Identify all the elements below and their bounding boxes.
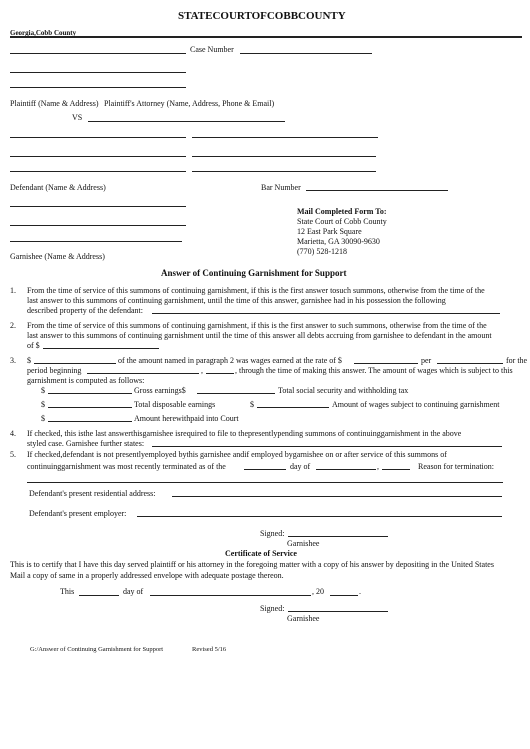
caption-line-2[interactable] — [10, 72, 186, 73]
certificate-title: Certificate of Service — [225, 549, 297, 558]
garnishee-signature-field-2[interactable] — [288, 611, 388, 612]
revised-date: Revised 5/16 — [192, 646, 227, 653]
garnishee-label: Garnishee (Name & Address) — [10, 252, 105, 261]
mail-to-line-4: (770) 528-1218 — [297, 247, 347, 256]
gross-earnings-label: Gross earnings$ — [134, 386, 186, 395]
attorney-line-2[interactable] — [192, 137, 378, 138]
caption-line-3[interactable] — [10, 87, 186, 88]
item-3-forthe: for the — [506, 356, 528, 365]
amount-paid-field[interactable] — [48, 421, 132, 422]
debt-amount-field[interactable] — [43, 348, 159, 349]
termination-day-field[interactable] — [244, 469, 286, 470]
per-period-field[interactable] — [437, 363, 503, 364]
gross-earnings-field[interactable] — [48, 393, 132, 394]
rate-field[interactable] — [354, 363, 418, 364]
garnishee-line-3[interactable] — [10, 241, 182, 242]
form-title: Answer of Continuing Garnishment for Support — [161, 268, 347, 278]
item-3-period-label: period beginning — [27, 366, 82, 375]
item-1-number: 1. — [10, 286, 16, 295]
garnishee-caption-2: Garnishee — [287, 614, 320, 623]
item-1-line-2: last answer to this summons of continuing garnishment, until the time of this answer, garnishee had in his possession the following — [27, 296, 446, 305]
case-number-label: Case Number — [190, 45, 234, 54]
employer-label: Defendant's present employer: — [29, 509, 127, 518]
further-states-field[interactable] — [152, 446, 502, 447]
item-2-line-2: last answer to this summons of continuing garnishment until the time of this answer all debts accruing from garnishee to defendant in the amount — [27, 331, 492, 340]
item-5-line-1: If checked,defendant is not presentlyemployed bythis garnishee andif employed bygarnishee on or after service of this summons of — [27, 450, 447, 459]
item-5-comma: , — [377, 462, 379, 471]
item-3-comma: , — [201, 366, 203, 375]
item-2-number: 2. — [10, 321, 16, 330]
garnishee-line-1[interactable] — [10, 206, 186, 207]
subject-wages-label: Amount of wages subject to continuing garnishment — [332, 400, 500, 409]
item-3-computed: garnishment is computed as follows: — [27, 376, 145, 385]
mail-to-line-1: State Court of Cobb County — [297, 217, 387, 226]
termination-year-field[interactable] — [382, 469, 410, 470]
attorney-line-4[interactable] — [192, 171, 376, 172]
court-title: STATECOURTOFCOBBCOUNTY — [178, 10, 346, 22]
form-id: G:/Answer of Continuing Garnishment for Support — [30, 646, 164, 653]
disposable-earnings-field[interactable] — [48, 407, 132, 408]
residential-field[interactable] — [172, 496, 502, 497]
wages-amount-field[interactable] — [34, 363, 116, 364]
amount-paid-label: Amount herewithpaid into Court — [134, 414, 239, 423]
this-label: This — [60, 587, 75, 596]
item-3-dollar: $ — [27, 356, 31, 365]
item-3-through: , through the time of making this answer. The amount of wages which is subject to this — [235, 366, 513, 375]
row-3-dollar: $ — [41, 414, 45, 423]
garnishee-signature-field-1[interactable] — [288, 536, 388, 537]
defendant-line-2[interactable] — [10, 156, 186, 157]
row-2-dollar: $ — [41, 400, 45, 409]
service-day-field[interactable] — [79, 595, 119, 596]
mail-to-heading: Mail Completed Form To: — [297, 207, 387, 216]
property-field[interactable] — [152, 313, 500, 314]
vs-label: VS — [72, 113, 83, 122]
year-period: . — [359, 587, 361, 596]
case-number-field[interactable] — [240, 53, 372, 54]
item-5-number: 5. — [10, 450, 16, 459]
state-county: Georgia,Cobb County — [10, 29, 77, 37]
defendant-line-3[interactable] — [10, 171, 186, 172]
defendant-label: Defendant (Name & Address) — [10, 183, 106, 192]
item-1-line-1: From the time of service of this summons of continuing garnishment, if this is the first answer tosuch summons, otherwise from the time of the — [27, 286, 485, 295]
item-5-reason: Reason for termination: — [418, 462, 494, 471]
certificate-line-1: This is to certify that I have this day served plaintiff or his attorney in the foregoing matter with a copy of his answer by depositing in the United States — [10, 560, 494, 569]
ss-withholding-label: Total social security and withholding tax — [278, 386, 409, 395]
disposable-earnings-label: Total disposable earnings — [134, 400, 216, 409]
item-3-text-a: of the amount named in paragraph 2 was wages earned at the rate of $ — [118, 356, 342, 365]
service-year-field[interactable] — [330, 595, 358, 596]
signed-label-2: Signed: — [260, 604, 285, 613]
caption-line-1[interactable] — [10, 53, 186, 54]
item-3-number: 3. — [10, 356, 16, 365]
year-prefix: , 20 — [312, 587, 324, 596]
signed-label-1: Signed: — [260, 529, 285, 538]
period-begin-field[interactable] — [87, 373, 199, 374]
mail-to-line-2: 12 East Park Square — [297, 227, 362, 236]
day-of-label: day of — [123, 587, 144, 596]
item-2-line-3: of $ — [27, 341, 40, 350]
item-2-line-1: From the time of service of this summons of continuing garnishment, if this is the first answer to such summons, otherwise from the time of the — [27, 321, 487, 330]
item-4-line-2: styled case. Garnishee further states: — [27, 439, 145, 448]
residential-label: Defendant's present residential address: — [29, 489, 156, 498]
service-month-field[interactable] — [150, 595, 311, 596]
row-1-dollar: $ — [41, 386, 45, 395]
bar-number-label: Bar Number — [261, 183, 301, 192]
item-4-line-1: If checked, this isthe last answerthisgarnishee isrequired to file to thepresentlypending summons of continuinggarnishment in the above — [27, 429, 462, 438]
subject-wages-field[interactable] — [257, 407, 329, 408]
garnishee-caption-1: Garnishee — [287, 539, 320, 548]
bar-number-field[interactable] — [306, 190, 448, 191]
attorney-label: Plaintiff's Attorney (Name, Address, Phone & Email) — [104, 99, 275, 108]
plaintiff-label: Plaintiff (Name & Address) — [10, 99, 99, 108]
reason-field[interactable] — [27, 482, 503, 483]
employer-field[interactable] — [137, 516, 502, 517]
ss-withholding-field[interactable] — [197, 393, 275, 394]
item-3-per: per — [421, 356, 432, 365]
row-2-dollar-b: $ — [250, 400, 254, 409]
item-1-line-3: described property of the defendant: — [27, 306, 143, 315]
item-4-number: 4. — [10, 429, 16, 438]
defendant-line-1[interactable] — [10, 137, 186, 138]
period-year-field[interactable] — [206, 373, 234, 374]
garnishee-line-2[interactable] — [10, 225, 186, 226]
certificate-line-2: Mail a copy of same in a properly addressed envelope with adequate postage thereon. — [10, 571, 284, 580]
mail-to-line-3: Marietta, GA 30090-9630 — [297, 237, 380, 246]
item-5-day-of: day of — [290, 462, 311, 471]
item-5-line-2: continuinggarnishment was most recently terminated as of the — [27, 462, 226, 471]
attorney-line-1[interactable] — [88, 121, 285, 122]
attorney-line-3[interactable] — [192, 156, 376, 157]
termination-month-field[interactable] — [316, 469, 376, 470]
